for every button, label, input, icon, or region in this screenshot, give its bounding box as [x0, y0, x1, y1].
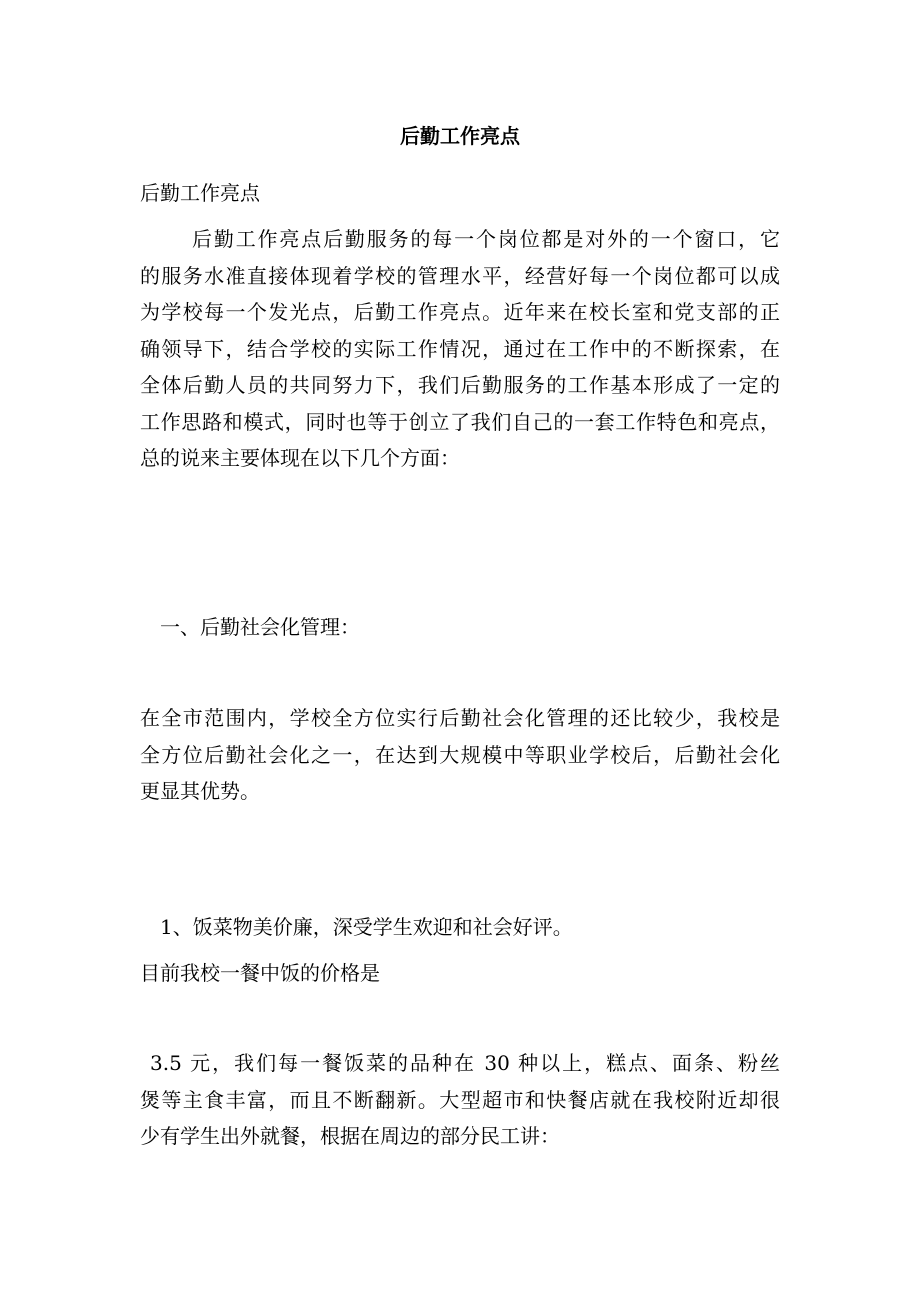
price-line: 煲等主食丰富，而且不断翻新。大型超市和快餐店就在我校附近却很	[140, 1087, 780, 1112]
intro-line: 后勤工作亮点后勤服务的每一个岗位都是对外的一个窗口，它	[192, 227, 780, 251]
section1-line: 全方位后勤社会化之一，在达到大规模中等职业学校后，后勤社会化	[140, 742, 780, 767]
item1-heading	[140, 909, 780, 946]
section1-line: 在全市范围内，学校全方位实行后勤社会化管理的还比较少，我校是	[140, 706, 780, 730]
item-heading-text: 1、饭菜物美价廉，深受学生欢迎和社会好评。	[160, 915, 573, 939]
section1-paragraph	[140, 700, 780, 810]
section-heading-text: 一、后勤社会化管理：	[160, 615, 360, 639]
section1-heading	[140, 609, 780, 646]
intro-line: 总的说来主要体现在以下几个方面：	[140, 446, 460, 470]
intro-line: 全体后勤人员的共同努力下，我们后勤服务的工作基本形成了一定的	[140, 373, 780, 397]
intro-paragraph	[140, 221, 780, 477]
intro-line: 确领导下，结合学校的实际工作情况，通过在工作中的不断探索，在	[140, 336, 780, 361]
document-subtitle	[140, 175, 780, 212]
intro-line: 为学校每一个发光点，后勤工作亮点。近年来在校长室和党支部的正	[140, 300, 780, 324]
document-title: 后勤工作亮点	[400, 124, 520, 148]
price-line: 少有学生出外就餐，根据在周边的部分民工讲：	[140, 1124, 560, 1148]
subtitle-text: 后勤工作亮点	[140, 181, 260, 205]
intro-line: 工作思路和模式，同时也等于创立了我们自己的一套工作特色和亮点，	[140, 409, 780, 434]
item1-sentence	[140, 955, 780, 992]
price-line: 3.5 元，我们每一餐饭菜的品种在 30 种以上，糕点、面条、粉丝	[150, 1051, 780, 1075]
price-paragraph	[140, 1045, 780, 1155]
intro-line: 的服务水准直接体现着学校的管理水平，经营好每一个岗位都可以成	[140, 263, 780, 288]
section1-line: 更显其优势。	[140, 779, 260, 803]
item1-sentence-text: 目前我校一餐中饭的价格是	[140, 961, 380, 985]
